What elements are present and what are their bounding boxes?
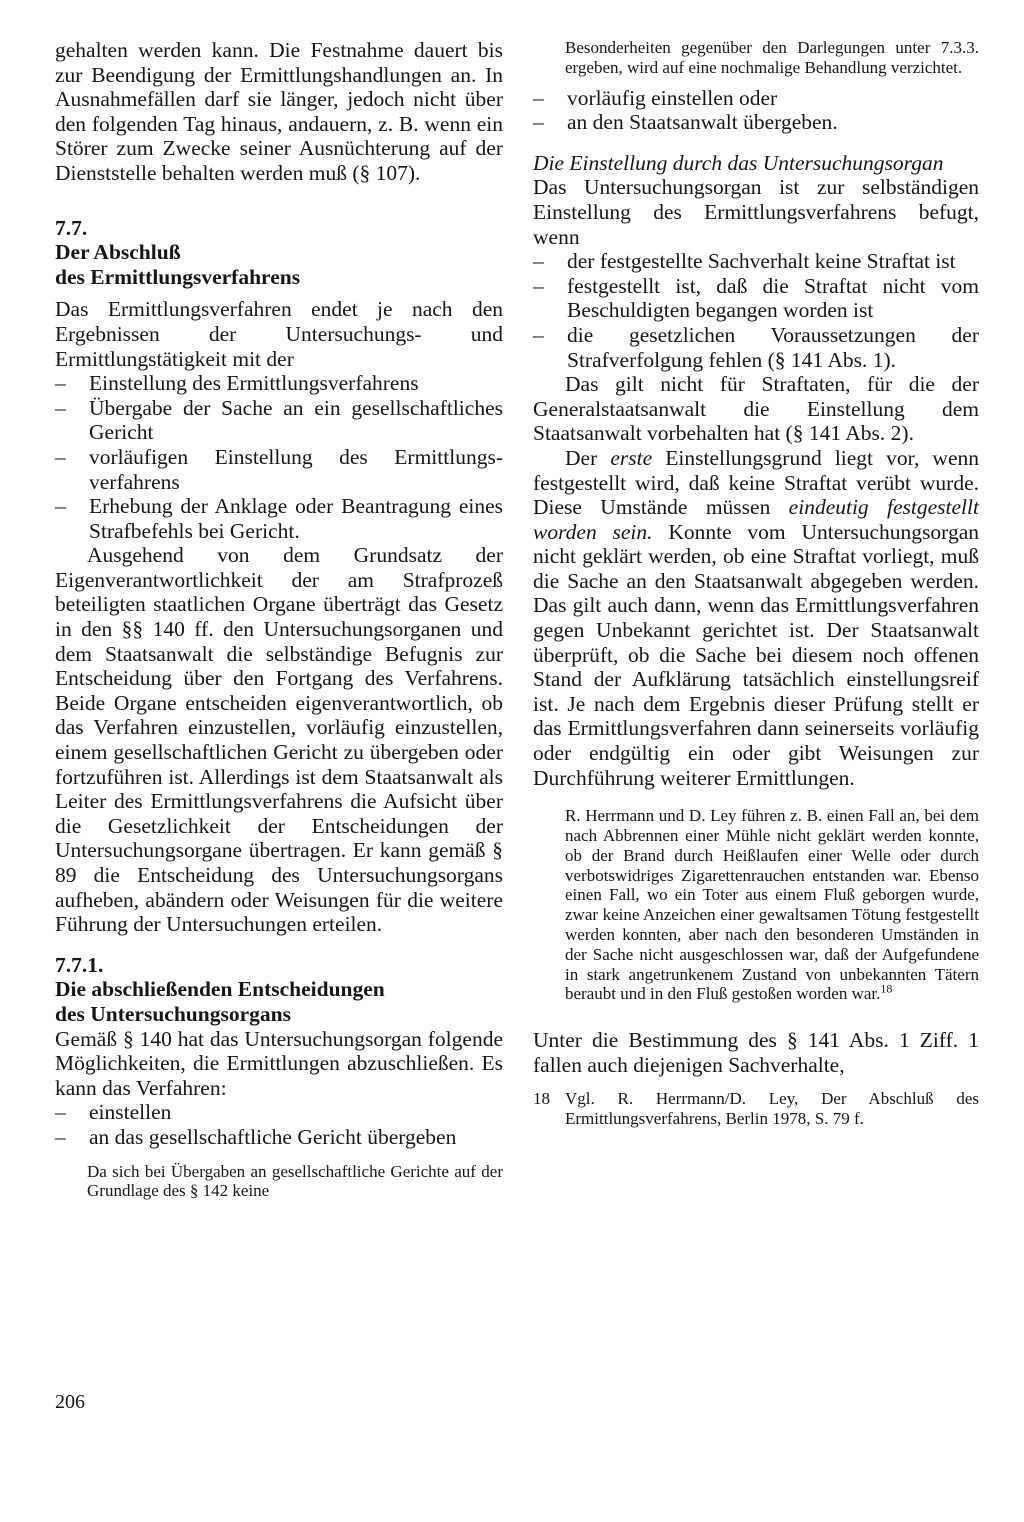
subsection-number: 7.7.1. (55, 952, 104, 977)
paragraph (533, 446, 979, 790)
dash-list (533, 86, 979, 135)
list-item: – vorläufig einstellen oder (533, 86, 979, 111)
subsection-title-line-2: des Untersuchungsorgans (55, 1001, 291, 1026)
paragraph: Gemäß § 140 hat das Untersuchungsorgan folgende Möglichkeiten, die Ermittlungen abzuschließen. Es kann das Verfahren: (55, 1026, 503, 1100)
italic-subheading: Die Einstellung durch das Untersuchungsorgan (533, 150, 944, 175)
paragraph: Unter die Bestimmung des § 141 Abs. 1 Ziff. 1 fallen auch diejenigen Sachverhalte, (533, 1028, 979, 1077)
text-run: Konnte vom Untersuchungsorgan nicht geklärt werden, ob eine Straftat vorliegt, muß die Sache an den Staatsanwalt abgegeben werden. Das gilt auch dann, wenn das Ermittlungsverfahren gegen Unbekannt gerichtet ist. Der Staatsanwalt überprüft, ob die Sache bei diesem noch offenen Stand der Aufklärung tatsächlich einstellungsreif ist. Je nach dem Ergebnis dieser Prüfung stellt er das Ermittlungsverfahren dann seinerseits vorläufig oder endgültig ein oder gibt Weisungen zur Durchführung weiterer Ermittlungen. (533, 519, 979, 790)
subsection-title-line-1: Die abschließenden Entscheidungen (55, 977, 385, 1002)
list-item: – an das gesellschaftliche Gericht übergeben (55, 1125, 503, 1150)
small-print-note: Da sich bei Übergaben an gesellschaftliche Gerichte auf der Grundlage des § 142 keine (87, 1161, 503, 1201)
list-item: – Übergabe der Sache an ein gesellschaftliches Gericht (55, 396, 503, 445)
list-item: – festgestellt ist, daß die Straftat nicht vom Beschuldigten begangen worden ist (533, 274, 979, 323)
paragraph: Das Ermittlungsverfahren endet je nach den Ergebnissen der Untersuchungs- und Ermittlungstätigkeit mit der (55, 297, 503, 371)
footnote (533, 1089, 979, 1129)
list-item: – vorläufigen Einstellung des Ermittlungsverfahrens (55, 445, 503, 494)
section-title-line-1: Der Abschluß (55, 240, 181, 265)
page-number: 206 (55, 1391, 85, 1413)
paragraph: gehalten werden kann. Die Festnahme dauert bis zur Beendigung der Ermittlungshandlungen an. In Ausnahmefällen darf sie länger, jedoch nicht über den folgenden Tag hinaus, andauern, z. B. wenn ein Störer zum Zwecke seiner Ausnüchterung auf der Dienststelle behalten werden muß (§ 107). (55, 38, 503, 185)
right-column (533, 38, 979, 1129)
footnote-marker: 18 (880, 981, 893, 996)
small-print-note (533, 806, 979, 1004)
text-run: Einstellungsgrund liegt vor, wenn festgestellt wird, daß keine Straftat verübt wurde. Diese Umstände müssen (533, 445, 979, 520)
list-item: – die gesetzlichen Voraussetzungen der Strafverfolgung fehlen (§ 141 Abs. 1). (533, 323, 979, 372)
footnote-number: 18 (533, 1089, 550, 1109)
small-print-note: Besonderheiten gegenüber den Darlegungen unter 7.3.3. ergeben, wird auf eine nochmalige Behandlung verzichtet. (565, 38, 979, 77)
list-item: – Erhebung der Anklage oder Beantragung eines Strafbefehls bei Gericht. (55, 494, 503, 543)
section-title-line-2: des Ermittlungsverfahrens (55, 264, 301, 289)
list-item: – Einstellung des Ermittlungsverfahrens (55, 371, 503, 396)
italic-text: erste (610, 445, 653, 470)
list-item: – der festgestellte Sachverhalt keine Straftat ist (533, 249, 979, 274)
paragraph: Ausgehend von dem Grundsatz der Eigenverantwortlichkeit der am Strafprozeß beteiligten staatlichen Organe überträgt das Gesetz in den §§ 140 ff. den Untersuchungsorganen und dem Staatsanwalt die selbständige Befugnis zur Entscheidung über den Fortgang des Verfahrens. Beide Organe entscheiden eigenverantwortlich, ob das Verfahren einzustellen, vorläufig einzustellen, einem gesellschaftlichen Gericht zu übergeben oder fortzuführen ist. Allerdings ist dem Staatsanwalt als Leiter des Ermittlungsverfahrens die Aufsicht über die Gesetzlichkeit der Entscheidungen der Untersuchungsorgane übertragen. Er kann gemäß § 89 die Entscheidung des Untersuchungsorgans aufheben, abändern oder Weisungen für die weitere Führung der Untersuchungen erteilen. (55, 543, 503, 937)
italic-text: eindeutig festgestellt worden sein. (533, 495, 979, 544)
text-run: R. Herrmann und D. Ley führen z. B. einen Fall an, bei dem nach Abbrennen einer Mühle nicht geklärt werden konnte, ob der Brand durch Heißlaufen einer Welle oder durch verbotswidriges Zigarettenrauchen entstanden war. Ebenso einen Fall, wo ein Toter aus einem Fluß geborgen wurde, zwar keine Anzeichen einer gewaltsamen Tötung festgestellt werden konnten, aber nach den besonderen Umständen in der Sache nicht ausgeschlossen war, daß der Aufgefundene in stark angetrunkenem Zustand von unbekannten Tätern beraubt und in den Fluß gestoßen worden war. (565, 806, 979, 1004)
list-item: – einstellen (55, 1100, 503, 1125)
footnote-text: Vgl. R. Herrmann/D. Ley, Der Abschluß des Ermittlungsverfahrens, Berlin 1978, S. 79 f. (565, 1089, 979, 1129)
section-number: 7.7. (55, 215, 88, 240)
dash-list (55, 1100, 503, 1149)
paragraph: Das Untersuchungsorgan ist zur selbständigen Einstellung des Ermittlungsverfahrens befugt, wenn (533, 175, 979, 249)
list-item: – an den Staatsanwalt übergeben. (533, 110, 979, 135)
text-run: Der (565, 445, 611, 470)
dash-list (55, 371, 503, 543)
paragraph: Das gilt nicht für Straftaten, für die der Generalstaatsanwalt die Einstellung dem Staatsanwalt vorbehalten hat (§ 141 Abs. 2). (533, 372, 979, 446)
left-column (55, 38, 503, 1201)
dash-list (533, 249, 979, 372)
